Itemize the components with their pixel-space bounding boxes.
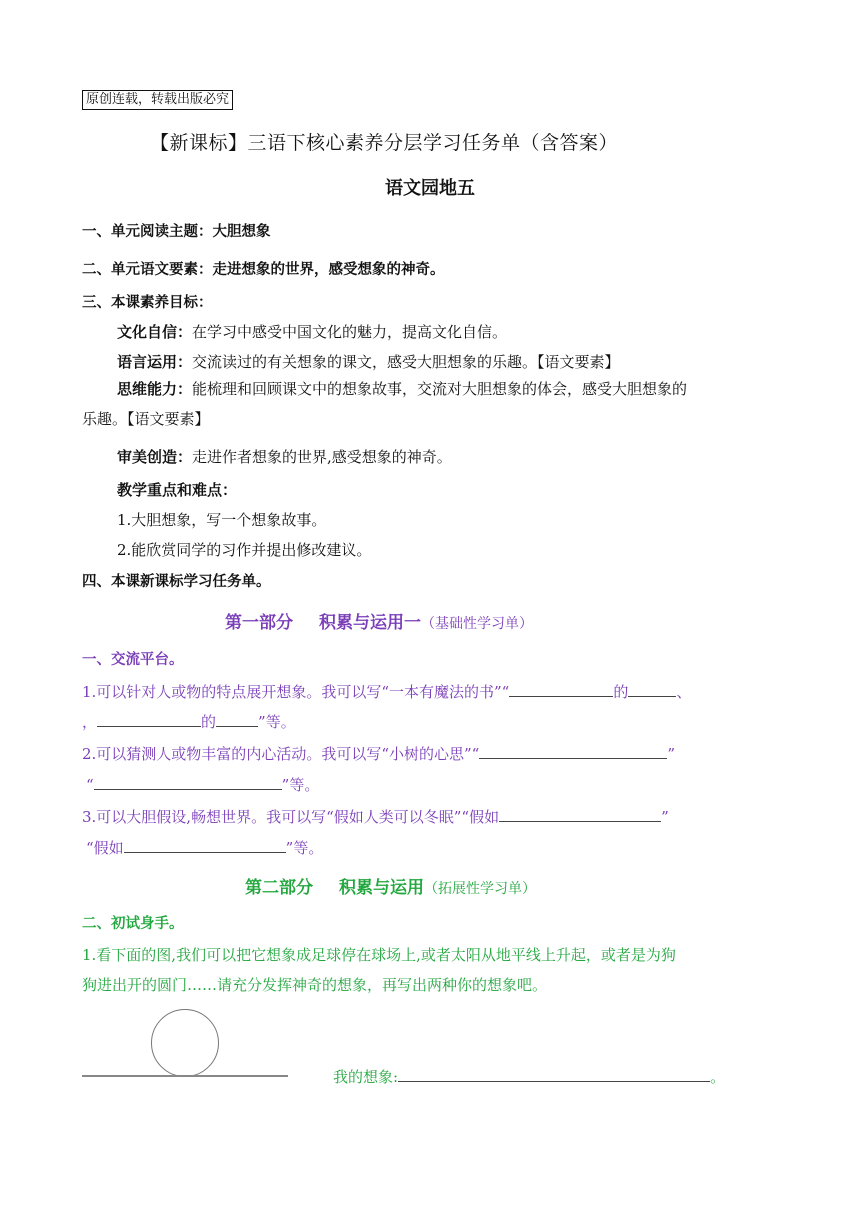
q3-text-c: “假如 (86, 839, 124, 857)
goal-culture (117, 321, 507, 342)
part-1-name: 积累与运用一 (319, 613, 421, 633)
q3-blank-1[interactable] (499, 807, 661, 822)
q2-text-a: 2.可以猜测人或物丰富的内心活动。我可以写“小树的心思”“ (82, 745, 480, 763)
section-1-value: 大胆想象 (212, 224, 271, 240)
goal-thinking-text: 能梳理和回顾课文中的想象故事，交流对大胆想象的体会，感受大胆想象的 (192, 380, 688, 398)
section-1-label: 一、单元阅读主题： (82, 224, 213, 240)
q3-text-d: ”等。 (285, 839, 324, 857)
answer-row (333, 1066, 725, 1087)
part-1-q3-line2 (86, 837, 323, 858)
answer-label: 我的想象: (333, 1068, 399, 1086)
part-2-heading (245, 873, 536, 898)
part-2-q1-line2: 狗进出开的圆门……请充分发挥神奇的想象，再写出两种你的想象吧。 (82, 976, 548, 994)
part-2-name: 积累与运用 (339, 878, 424, 898)
part-1-q1-line1 (82, 681, 691, 702)
key-point-1: 1.大胆想象，写一个想象故事。 (117, 511, 327, 529)
goal-aesthetic-label: 审美创造： (117, 448, 193, 466)
part-1-q2-line1 (82, 743, 675, 764)
q1-text-e: 的 (201, 713, 217, 731)
page-title: 【新课标】三语下核心素养分层学习任务单（含答案） (150, 132, 619, 154)
q1-blank-1[interactable] (509, 682, 613, 697)
goal-language-text: 交流读过的有关想象的课文，感受大胆想象的乐趣。【语文要素】 (192, 353, 620, 371)
part-2-sub: （拓展性学习单） (424, 881, 536, 897)
goal-aesthetic (117, 446, 452, 467)
part-1-heading (225, 608, 533, 633)
part-2-section-heading: 二、初试身手。 (82, 916, 184, 932)
part-1-q3-line1 (82, 806, 669, 827)
q2-blank-2[interactable] (94, 775, 282, 790)
key-points-label: 教学重点和难点： (117, 481, 238, 499)
q3-text-a: 3.可以大胆假设,畅想世界。我可以写“假如人类可以冬眠”“假如 (82, 808, 500, 826)
goal-language-label: 语言运用： (117, 353, 193, 371)
q3-text-b: ” (661, 808, 669, 826)
section-1 (82, 220, 271, 241)
q1-text-a: 1.可以针对人或物的特点展开想象。我可以写“一本有魔法的书”“ (82, 683, 510, 701)
section-2-label: 二、单元语文要素： (82, 262, 213, 278)
q1-text-d: ， (82, 713, 98, 731)
goal-culture-text: 在学习中感受中国文化的魅力，提高文化自信。 (192, 323, 508, 341)
part-2-q1-line1: 1.看下面的图,我们可以把它想象成足球停在球场上,或者太阳从地平线上升起，或者是为狗 (82, 946, 676, 964)
q3-blank-2[interactable] (124, 838, 286, 853)
q1-blank-2[interactable] (628, 682, 676, 697)
section-2 (82, 258, 445, 279)
q2-text-b: ” (667, 745, 675, 763)
key-point-2: 2.能欣赏同学的习作并提出修改建议。 (117, 541, 372, 559)
goal-language (117, 351, 620, 372)
section-4-label: 四、本课新课标学习任务单。 (82, 574, 271, 590)
goal-thinking-cont: 乐趣。【语文要素】 (82, 410, 210, 428)
goal-aesthetic-text: 走进作者想象的世界,感受想象的神奇。 (192, 448, 452, 466)
q1-blank-3[interactable] (97, 712, 201, 727)
section-2-value: 走进想象的世界，感受想象的神奇。 (212, 262, 445, 278)
part-1-q2-line2 (86, 774, 319, 795)
page-subtitle: 语文园地五 (385, 178, 475, 199)
q1-text-b: 的 (613, 683, 629, 701)
goal-thinking (117, 378, 687, 399)
q2-blank-1[interactable] (479, 744, 667, 759)
part-1-title: 第一部分 (225, 613, 293, 633)
part-1-q1-line2 (82, 711, 296, 732)
section-3-label: 三、本课素养目标： (82, 295, 213, 311)
horizon-line (82, 1075, 288, 1077)
q1-blank-4[interactable] (216, 712, 258, 727)
q2-text-c: “ (86, 776, 94, 794)
part-1-sub: （基础性学习单） (421, 616, 533, 632)
q2-text-d: ”等。 (281, 776, 320, 794)
copyright-stamp: 原创连载，转载出版必究 (82, 90, 233, 110)
goal-thinking-label: 思维能力： (117, 380, 193, 398)
q1-text-c: 、 (676, 683, 692, 701)
goal-culture-label: 文化自信： (117, 323, 193, 341)
part-1-section-heading: 一、交流平台。 (82, 652, 184, 668)
answer-end: 。 (710, 1068, 726, 1086)
answer-blank[interactable] (398, 1067, 710, 1082)
circle-illustration (151, 1009, 219, 1077)
q1-text-f: ”等。 (258, 713, 296, 731)
part-2-title: 第二部分 (245, 878, 313, 898)
